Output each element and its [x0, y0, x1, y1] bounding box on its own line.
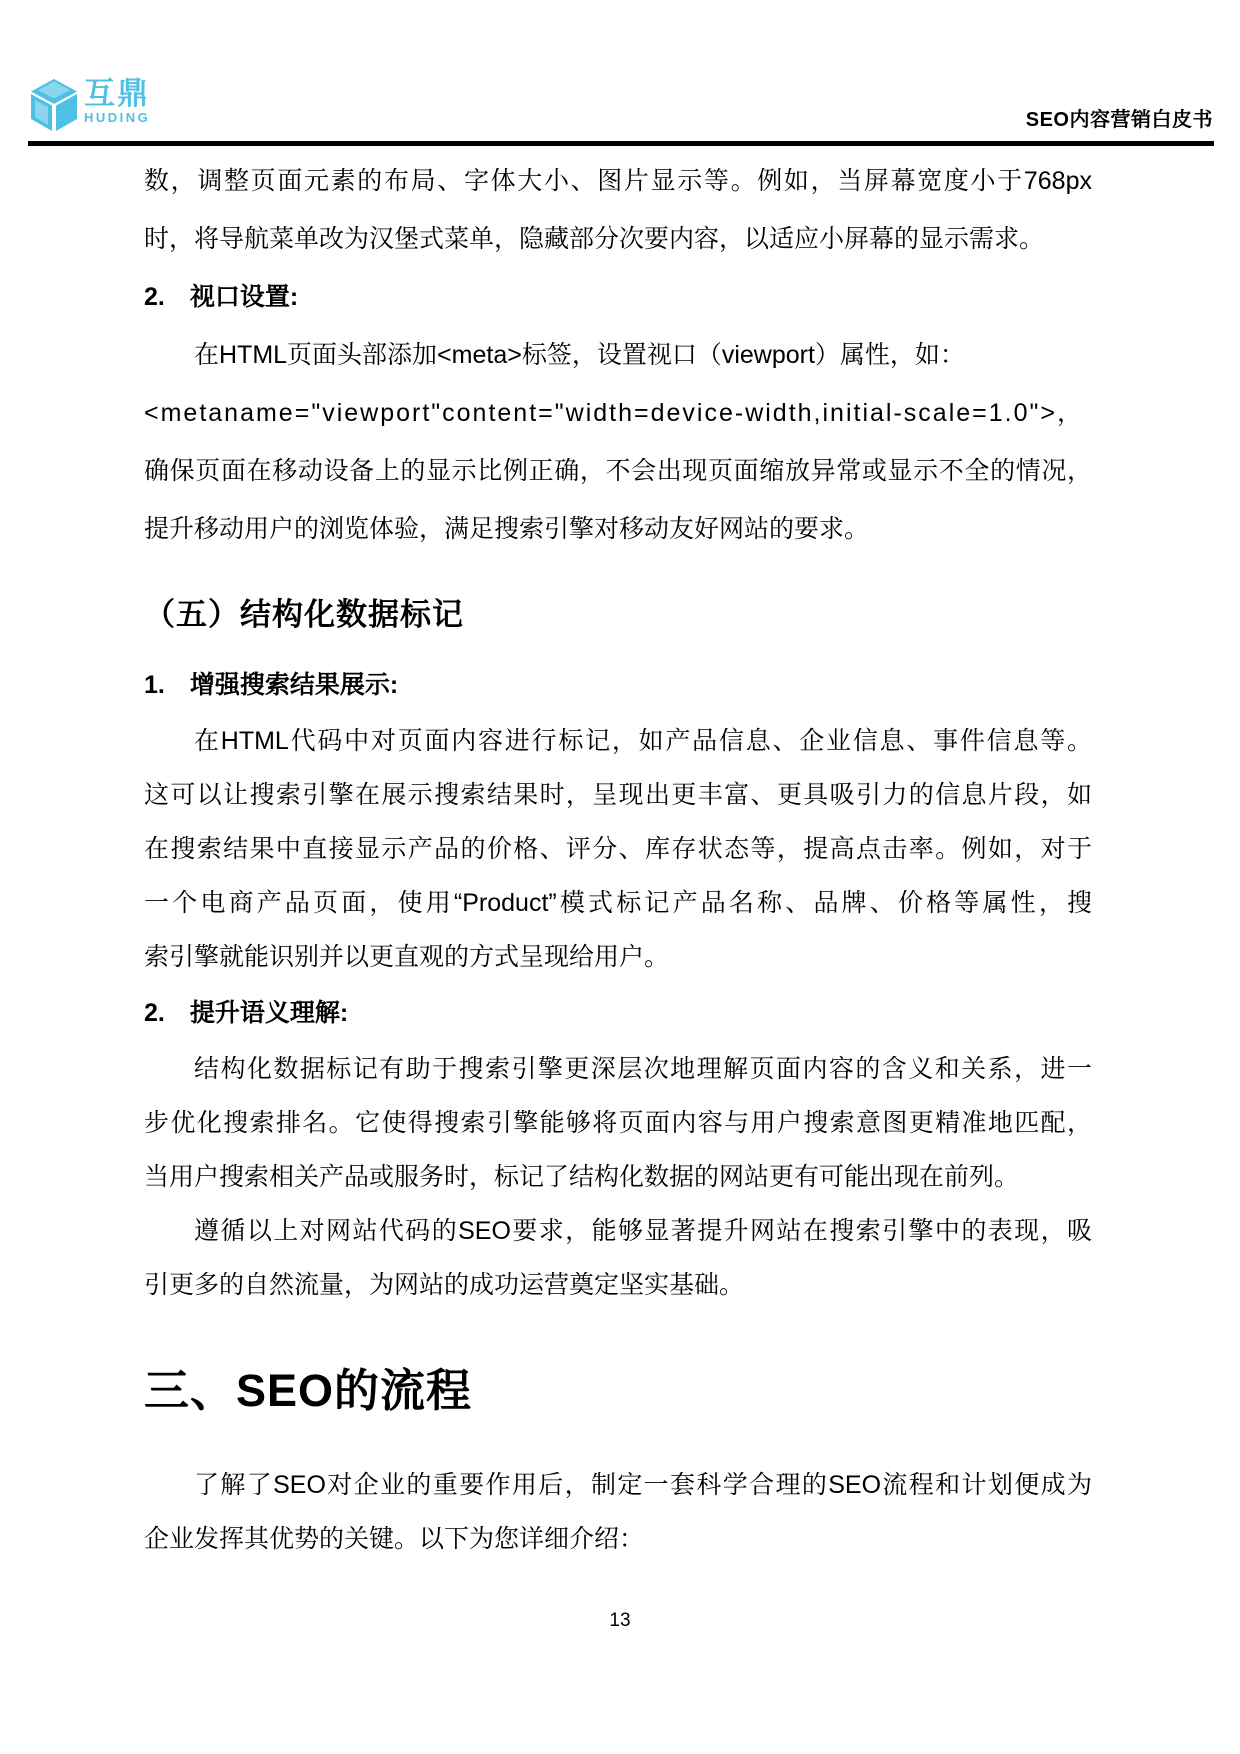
brand-text: [84, 78, 150, 126]
body-line: 在HTML页面头部添加<meta>标签，设置视口（viewport）属性，如：: [194, 341, 965, 369]
body-line: 确保页面在移动设备上的显示比例正确，不会出现页面缩放异常或显示不全的情况，: [144, 457, 1092, 485]
brand-name-zh: 互鼎: [84, 76, 150, 111]
numbered-heading-semantic: 2. 提升语义理解:: [144, 999, 349, 1027]
body-line: 时，将导航菜单改为汉堡式菜单，隐藏部分次要内容，以适应小屏幕的显示需求。: [144, 225, 1045, 253]
body-line: 这可以让搜索引擎在展示搜索结果时，呈现出更丰富、更具吸引力的信息片段，如: [144, 781, 1092, 809]
page-content: [144, 152, 1092, 1566]
body-line: 在搜索结果中直接显示产品的价格、评分、库存状态等，提高点击率。例如，对于: [144, 835, 1092, 863]
body-line: 一个电商产品页面，使用“Product”模式标记产品名称、品牌、价格等属性，搜: [144, 889, 1092, 917]
brand-logo: [30, 78, 150, 132]
body-line: 提升移动用户的浏览体验，满足搜索引擎对移动友好网站的要求。: [144, 515, 870, 543]
header-rule: [28, 141, 1214, 146]
section-heading-structured-data: （五）结构化数据标记: [144, 597, 464, 632]
meta-tag-code-line: <metaname="viewport"content="width=device-width,initial-scale=1.0">，: [144, 399, 1084, 427]
body-line: 索引擎就能识别并以更直观的方式呈现给用户。: [144, 943, 670, 971]
doc-title: SEO内容营销白皮书: [1025, 109, 1213, 131]
body-line: 数，调整页面元素的布局、字体大小、图片显示等。例如，当屏幕宽度小于768px: [144, 167, 1092, 195]
structured-data-section: [144, 592, 1092, 1312]
mobile-adaptation-section: [144, 152, 1092, 558]
numbered-heading-enhance-results: 1. 增强搜索结果展示:: [144, 671, 399, 699]
body-line: 当用户搜索相关产品或服务时，标记了结构化数据的网站更有可能出现在前列。: [144, 1163, 1020, 1191]
body-line: 引更多的自然流量，为网站的成功运营奠定坚实基础。: [144, 1271, 745, 1299]
body-line: 步优化搜索排名。它使得搜索引擎能够将页面内容与用户搜索意图更精准地匹配，: [144, 1109, 1092, 1137]
seo-process-section: [144, 1360, 1092, 1566]
body-line: 结构化数据标记有助于搜索引擎更深层次地理解页面内容的含义和关系，进一: [194, 1055, 1092, 1083]
chapter-heading-seo-process: 三、SEO的流程: [144, 1365, 473, 1416]
brand-name-en: HUDING: [84, 110, 151, 125]
body-line: 遵循以上对网站代码的SEO要求，能够显著提升网站在搜索引擎中的表现，吸: [194, 1217, 1092, 1245]
body-line: 在HTML代码中对页面内容进行标记，如产品信息、企业信息、事件信息等。: [194, 727, 1092, 755]
body-line: 了解了SEO对企业的重要作用后，制定一套科学合理的SEO流程和计划便成为: [194, 1471, 1092, 1499]
body-line: 企业发挥其优势的关键。以下为您详细介绍：: [144, 1525, 645, 1553]
page-number: 13: [609, 1610, 631, 1631]
numbered-heading-viewport: 2. 视口设置:: [144, 283, 299, 311]
logo-cube-icon: [30, 78, 78, 132]
